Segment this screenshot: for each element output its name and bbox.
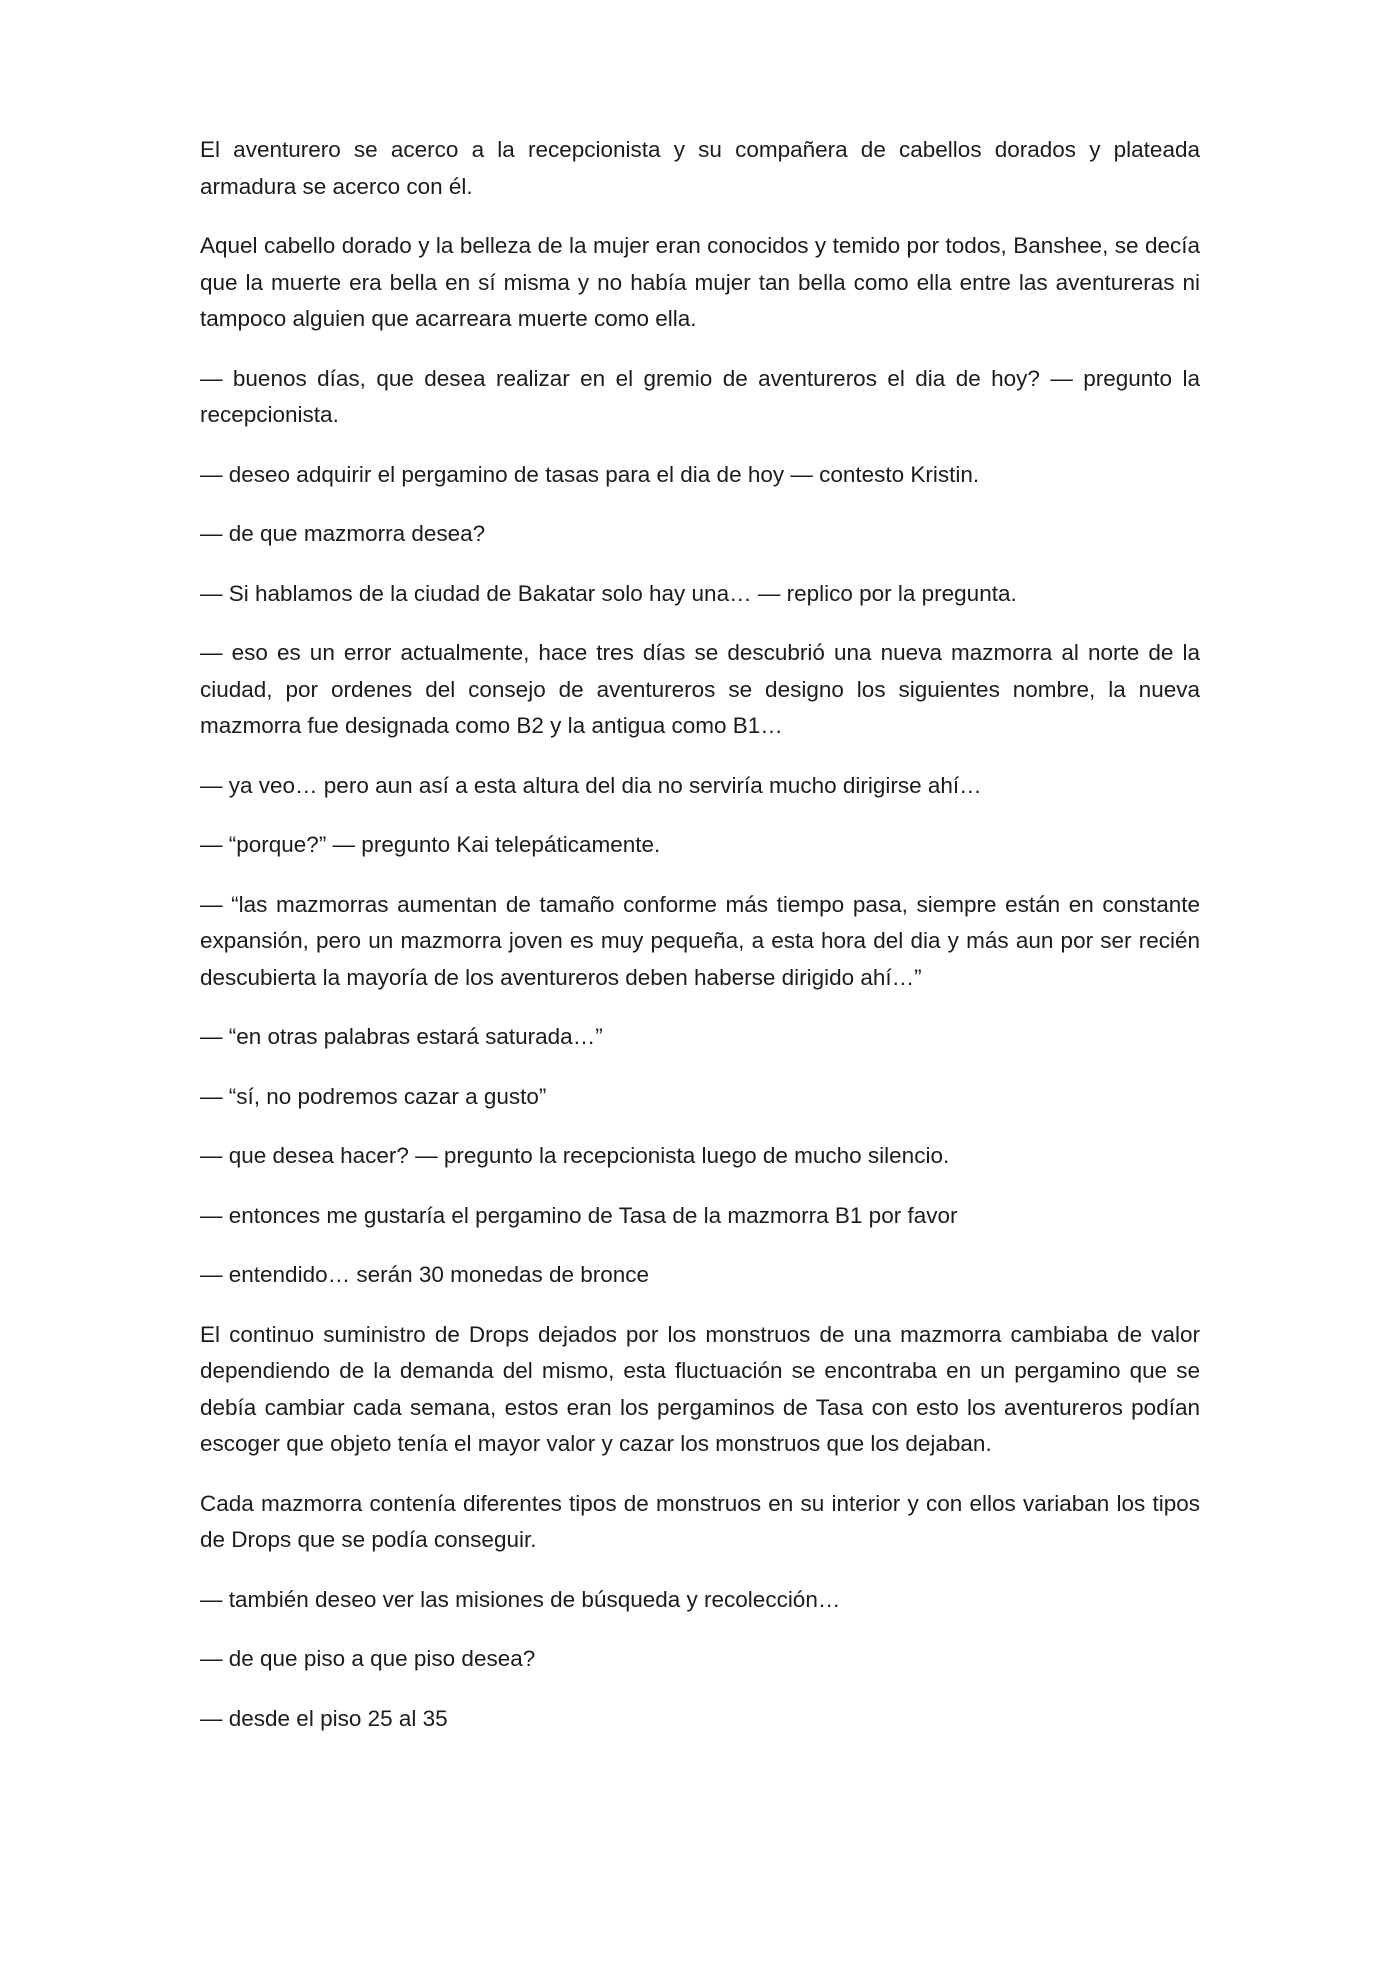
paragraph: — deseo adquirir el pergamino de tasas para el dia de hoy — contesto Kristin. — [200, 461, 980, 487]
paragraph: — eso es un error actualmente, hace tres días se descubrió una nueva mazmorra al norte de la ciudad, por ordenes del consejo de aventureros se designo los siguientes nombre, la nueva mazmorra fue designada como B2 y la antigua como B1… — [200, 640, 1200, 738]
paragraph: — entonces me gustaría el pergamino de Tasa de la mazmorra B1 por favor — [200, 1202, 958, 1228]
paragraph: Cada mazmorra contenía diferentes tipos de monstruos en su interior y con ellos variaban los tipos de Drops que se podía conseguir. — [200, 1490, 1200, 1552]
paragraph: — desde el piso 25 al 35 — [200, 1705, 448, 1731]
paragraph: — “en otras palabras estará saturada…” — [200, 1024, 603, 1049]
paragraph: — de que mazmorra desea? — [200, 521, 486, 546]
paragraph: — Si hablamos de la ciudad de Bakatar solo hay una… — replico por la pregunta. — [200, 580, 1017, 606]
paragraph: — de que piso a que piso desea? — [200, 1646, 536, 1671]
document-page — [200, 132, 1200, 1760]
paragraph: — ya veo… pero aun así a esta altura del dia no serviría mucho dirigirse ahí… — [200, 772, 982, 798]
paragraph: — entendido… serán 30 monedas de bronce — [200, 1262, 650, 1287]
paragraph: El continuo suministro de Drops dejados por los monstruos de una mazmorra cambiaba de valor dependiendo de la demanda del mismo, esta fluctuación se encontraba en un pergamino que se debía cambiar cada semana, estos eran los pergaminos de Tasa con esto los aventureros podían escoger que objeto tenía el mayor valor y cazar los monstruos que los dejaban. — [200, 1321, 1200, 1456]
paragraph: — “porque?” — pregunto Kai telepáticamente. — [200, 832, 661, 857]
paragraph: Aquel cabello dorado y la belleza de la mujer eran conocidos y temido por todos, Banshee, se decía que la muerte era bella en sí misma y no había mujer tan bella como ella entre las aventureras ni tampoco alguien que acarreara muerte como ella. — [200, 233, 1200, 331]
paragraph: — “las mazmorras aumentan de tamaño conforme más tiempo pasa, siempre están en constante expansión, pero un mazmorra joven es muy pequeña, a esta hora del dia y más aun por ser recién descubierta la mayoría de los aventureros deben haberse dirigido ahí…” — [200, 891, 1200, 990]
paragraph: — “sí, no podremos cazar a gusto” — [200, 1083, 547, 1109]
paragraph: — buenos días, que desea realizar en el gremio de aventureros el dia de hoy? — pregunto la recepcionista. — [200, 365, 1200, 427]
paragraph: — que desea hacer? — pregunto la recepcionista luego de mucho silencio. — [200, 1143, 950, 1168]
paragraph: — también deseo ver las misiones de búsqueda y recolección… — [200, 1586, 841, 1612]
paragraph: El aventurero se acerco a la recepcionista y su compañera de cabellos dorados y plateada armadura se acerco con él. — [200, 137, 1200, 199]
